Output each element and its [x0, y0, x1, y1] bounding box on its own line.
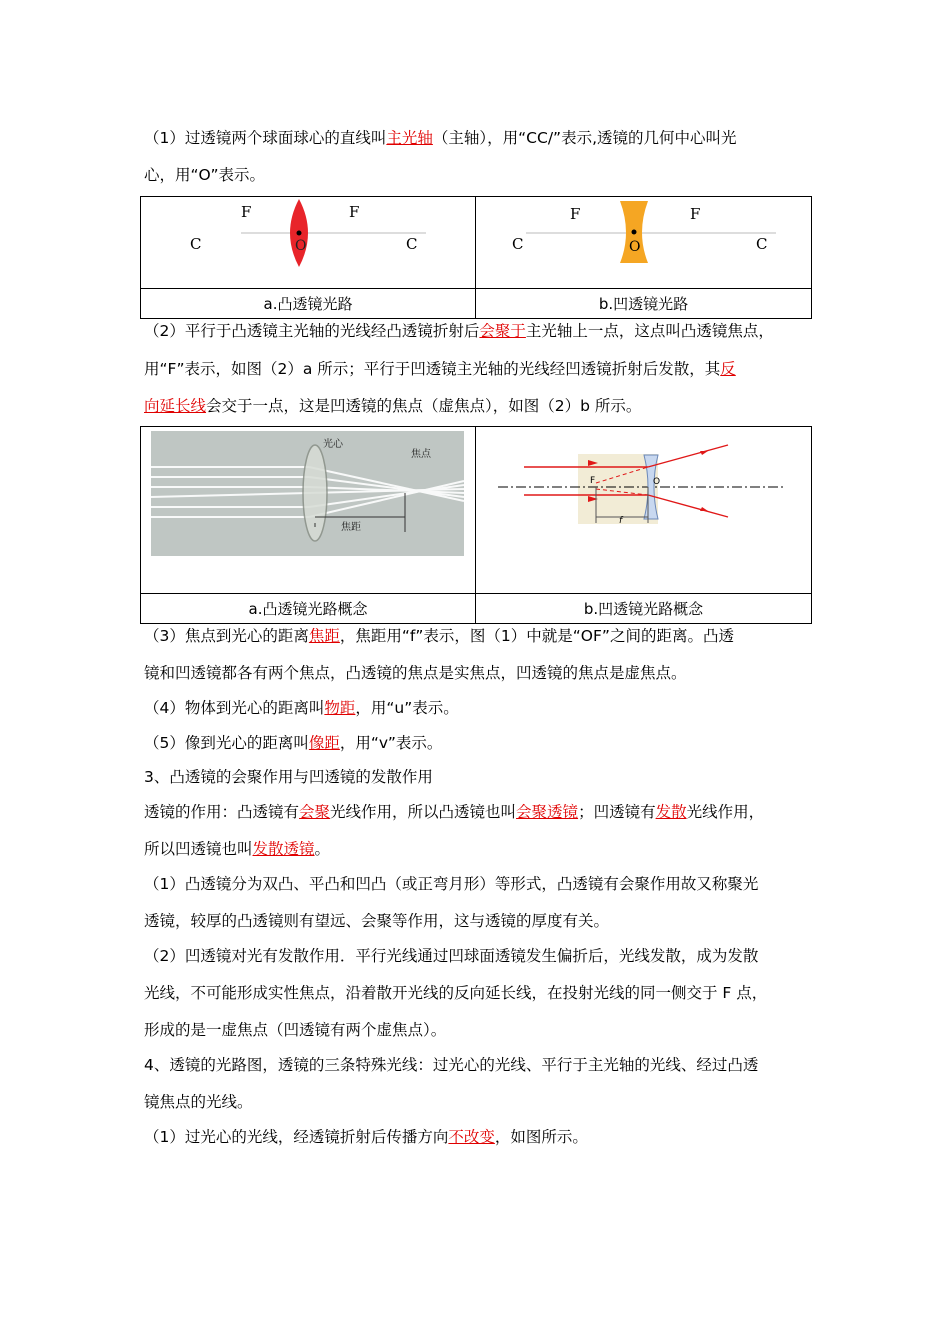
label-F-left: F	[570, 205, 581, 223]
keyword: 会聚透镜	[516, 803, 579, 821]
lens-figure-table-1	[140, 196, 812, 319]
para-7-line-1: （1）凸透镜分为双凸、平凸和凹凸（或正弯月形）等形式，凸透镜有会聚作用故又称聚光	[144, 875, 759, 893]
para-3-line-2: 镜和凹透镜都各有两个焦点，凸透镜的焦点是实焦点，凹透镜的焦点是虚焦点。	[144, 664, 687, 682]
para-8-line-3: 形成的是一虚焦点（凹透镜有两个虚焦点）。	[144, 1021, 447, 1039]
para-6-line-1: 透镜的作用：凸透镜有会聚光线作用，所以凸透镜也叫会聚透镜；凹透镜有发散光线作用，	[144, 803, 765, 821]
label-f: f	[619, 516, 623, 526]
concave-lens-cell	[476, 197, 812, 289]
label-C-right: C	[756, 235, 768, 253]
section-heading-4-line-1: 4、透镜的光路图，透镜的三条特殊光线：过光心的光线、平行于主光轴的光线、经过凸透	[144, 1056, 759, 1074]
label-F-left: F	[241, 203, 252, 221]
para-5: （5）像到光心的距离叫像距，用“v”表示。	[144, 734, 443, 752]
lens-figure-table-2	[140, 426, 812, 624]
keyword: 像距	[308, 734, 340, 752]
photo-label-focus: 焦点	[411, 449, 431, 460]
keyword: 主光轴	[386, 129, 433, 147]
keyword: 焦距	[308, 627, 340, 645]
para-7-line-2: 透镜，较厚的凸透镜则有望远、会聚等作用，这与透镜的厚度有关。	[144, 912, 610, 930]
concave-lens-diagram	[476, 197, 811, 284]
concave-lens-ray-diagram	[476, 427, 811, 589]
keyword: 发散透镜	[252, 840, 315, 858]
para-2-line-1: （2）平行于凸透镜主光轴的光线经凸透镜折射后会聚于主光轴上一点，这点叫凸透镜焦点，	[144, 322, 774, 340]
para-2-line-2: 用“F”表示，如图（2）a 所示；平行于凹透镜主光轴的光线经凹透镜折射后发散，其反	[144, 360, 736, 378]
caption-concave: b.凹透镜光路	[476, 289, 812, 319]
para-2-line-3: 向延长线会交于一点，这是凹透镜的焦点（虚焦点），如图（2）b 所示。	[144, 397, 642, 415]
photo-label-optical-center: 光心	[323, 439, 343, 450]
para-6-line-2: 所以凹透镜也叫发散透镜。	[144, 840, 331, 858]
keyword: 发散	[655, 803, 687, 821]
keyword: 不改变	[448, 1128, 495, 1146]
caption-convex: a.凸透镜光路	[141, 289, 476, 319]
keyword: 反	[720, 360, 736, 378]
keyword: 会聚于	[479, 322, 526, 340]
label-O: O	[629, 239, 641, 255]
convex-lens-photo	[141, 427, 475, 589]
para-4: （4）物体到光心的距离叫物距，用“u”表示。	[144, 699, 459, 717]
label-C-left: C	[190, 235, 202, 253]
convex-lens-cell	[141, 197, 476, 289]
para-3-line-1: （3）焦点到光心的距离焦距，焦距用“f”表示，图（1）中就是“OF”之间的距离。凸透	[144, 627, 734, 645]
caption-convex-concept: a.凸透镜光路概念	[141, 594, 476, 624]
para-9: （1）过光心的光线，经透镜折射后传播方向不改变，如图所示。	[144, 1128, 588, 1146]
label-C-left: C	[512, 235, 524, 253]
label-F-right: F	[690, 205, 701, 223]
keyword: 会聚	[299, 803, 331, 821]
convex-lens-diagram	[141, 197, 475, 284]
para-1-line-1: （1）过透镜两个球面球心的直线叫主光轴（主轴），用“CC/”表示,透镜的几何中心叫光	[144, 129, 737, 147]
concave-diagram-cell	[476, 427, 812, 594]
section-heading-4-line-2: 镜焦点的光线。	[144, 1093, 253, 1111]
para-8-line-2: 光线，不可能形成实性焦点，沿着散开光线的反向延长线，在投射光线的同一侧交于 F 点，	[144, 984, 768, 1002]
label-F-right: F	[349, 203, 360, 221]
label-F: F	[590, 476, 596, 486]
section-heading-3: 3、凸透镜的会聚作用与凹透镜的发散作用	[144, 768, 433, 786]
label-C-right: C	[406, 235, 418, 253]
photo-label-focal-length: 焦距	[341, 522, 361, 533]
convex-photo-cell	[141, 427, 476, 594]
keyword: 向延长线	[144, 397, 207, 415]
keyword: 物距	[324, 699, 356, 717]
label-O: O	[295, 238, 307, 254]
para-1-line-2: 心，用“O”表示。	[144, 166, 265, 184]
label-O: O	[653, 477, 661, 487]
para-8-line-1: （2）凹透镜对光有发散作用．平行光线通过凹球面透镜发生偏折后，光线发散，成为发散	[144, 947, 759, 965]
caption-concave-concept: b.凹透镜光路概念	[476, 594, 812, 624]
